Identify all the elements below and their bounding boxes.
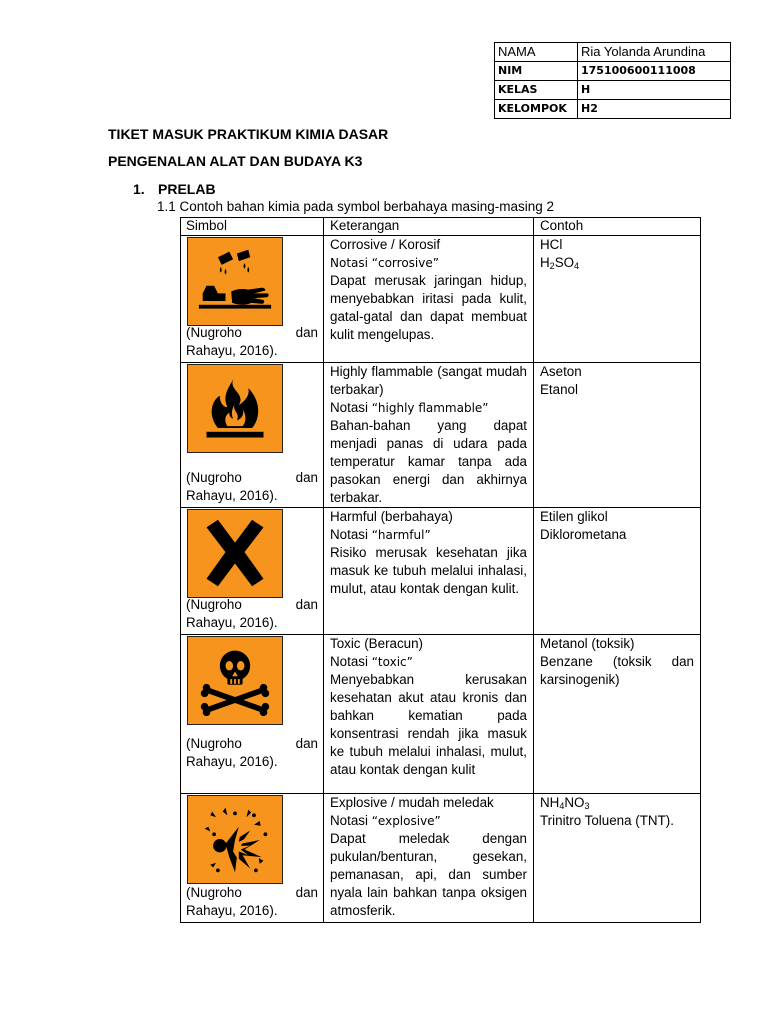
hazard-notation: Notasi “toxic” (330, 654, 413, 669)
identity-key: KELAS (495, 81, 578, 100)
identity-table (494, 42, 731, 119)
citation-year: Rahayu, 2016). (186, 488, 278, 503)
example-1: $NH_4NO_3$ (540, 795, 590, 811)
citation-and: dan (295, 325, 318, 340)
citation (186, 324, 318, 360)
hazard-description: Bahan-bahan yang dapat menjadi panas di udara pada temperatur kamar tanpa ada pasokan energi dan akhirnya terbakar. (330, 418, 527, 505)
example-2: Etanol (540, 382, 578, 397)
table-header-row (181, 218, 701, 236)
citation-year: Rahayu, 2016). (186, 903, 278, 918)
citation-year: Rahayu, 2016). (186, 343, 278, 358)
page-title: TIKET MASUK PRAKTIKUM KIMIA DASAR (108, 126, 389, 142)
example-cell (534, 363, 701, 508)
hazard-name: Toxic (Beracun) (330, 636, 424, 651)
symbol-cell (181, 794, 324, 923)
symbol-cell (181, 508, 324, 635)
symbol-cell (181, 363, 324, 508)
citation-and: dan (295, 470, 318, 485)
question-text: 1.1 Contoh bahan kimia pada symbol berbahaya masing-masing 2 (157, 199, 554, 214)
page-subtitle: PENGENALAN ALAT DAN BUDAYA K3 (108, 153, 363, 169)
section-label: PRELAB (158, 181, 216, 197)
identity-value: H2 (578, 100, 731, 119)
example-2: Trinitro Toluena (TNT). (540, 813, 674, 828)
citation-year: Rahayu, 2016). (186, 754, 278, 769)
hazard-notation: Notasi “explosive” (330, 813, 441, 828)
section-heading (133, 181, 216, 197)
hazard-name: Harmful (berbahaya) (330, 509, 453, 524)
table-row (181, 508, 701, 635)
citation (186, 596, 318, 632)
hazard-table (180, 217, 701, 923)
identity-key: NAMA (495, 43, 578, 62)
description-cell (324, 508, 534, 635)
example-cell (534, 236, 701, 363)
example-cell (534, 508, 701, 635)
citation-author: (Nugroho (186, 597, 242, 612)
citation (186, 884, 318, 920)
hazard-description: Risiko merusak kesehatan jika masuk ke tubuh melalui inhalasi, mulut, atau kontak dengan kulit. (330, 545, 527, 596)
hazard-notation: Notasi “corrosive” (330, 256, 439, 270)
harmful-x-icon (187, 509, 283, 598)
example-2: Benzane (toksik dan karsinogenik) (540, 654, 694, 687)
explosive-icon (187, 795, 283, 884)
table-row (181, 363, 701, 508)
hazard-notation: Notasi “highly flammable” (330, 400, 489, 415)
identity-key: KELOMPOK (495, 100, 578, 119)
hazard-description: Menyebabkan kerusakan kesehatan akut atau kronis dan bahkan kematian pada konsentrasi rendah jika masuk ke tubuh melalui inhalasi, mulut, atau kontak dengan kulit (330, 672, 527, 777)
identity-row-kelompok (495, 100, 731, 119)
hazard-name: Highly flammable (sangat mudah terbakar) (330, 364, 527, 397)
example-1: Aseton (540, 364, 582, 379)
table-row (181, 236, 701, 363)
identity-value: 175100600111008 (578, 62, 731, 81)
citation-author: (Nugroho (186, 470, 242, 485)
identity-value: H (578, 81, 731, 100)
symbol-cell (181, 635, 324, 794)
identity-key: NIM (495, 62, 578, 81)
example-cell (534, 635, 701, 794)
citation-year: Rahayu, 2016). (186, 615, 278, 630)
hazard-description: Dapat meledak dengan pukulan/benturan, gesekan, pemanasan, api, dan sumber nyala lain bahkan tanpa oksigen atmosferik. (330, 831, 527, 918)
header-simbol: Simbol (181, 218, 324, 236)
citation-and: dan (295, 736, 318, 751)
section-number: 1. (133, 181, 145, 197)
hazard-name: Corrosive / Korosif (330, 237, 441, 252)
description-cell (324, 236, 534, 363)
identity-row-nama (495, 43, 731, 62)
hazard-notation: Notasi “harmful” (330, 527, 431, 542)
identity-value: Ria Yolanda Arundina (578, 43, 731, 62)
flame-icon (187, 364, 283, 453)
example-1: HCl (540, 237, 563, 252)
hazard-name: Explosive / mudah meledak (330, 795, 494, 810)
example-1: Etilen glikol (540, 509, 608, 524)
skull-crossbones-icon (187, 636, 283, 725)
corrosive-icon (187, 237, 283, 326)
description-cell (324, 363, 534, 508)
description-cell (324, 794, 534, 923)
citation-and: dan (295, 885, 318, 900)
example-2: Diklorometana (540, 527, 627, 542)
citation-author: (Nugroho (186, 325, 242, 340)
citation-author: (Nugroho (186, 736, 242, 751)
citation (186, 469, 318, 505)
citation-author: (Nugroho (186, 885, 242, 900)
table-row (181, 635, 701, 794)
example-2: $H_2SO_4$ (540, 255, 580, 271)
citation-and: dan (295, 597, 318, 612)
header-contoh: Contoh (534, 218, 701, 236)
header-keterangan: Keterangan (324, 218, 534, 236)
description-cell (324, 635, 534, 794)
example-cell (534, 794, 701, 923)
example-1: Metanol (toksik) (540, 636, 635, 651)
identity-row-nim (495, 62, 731, 81)
identity-row-kelas (495, 81, 731, 100)
table-row (181, 794, 701, 923)
hazard-description: Dapat merusak jaringan hidup, menyebabkan iritasi pada kulit, gatal-gatal dan dapat membuat kulit mengelupas. (330, 273, 527, 342)
symbol-cell (181, 236, 324, 363)
citation (186, 735, 318, 771)
